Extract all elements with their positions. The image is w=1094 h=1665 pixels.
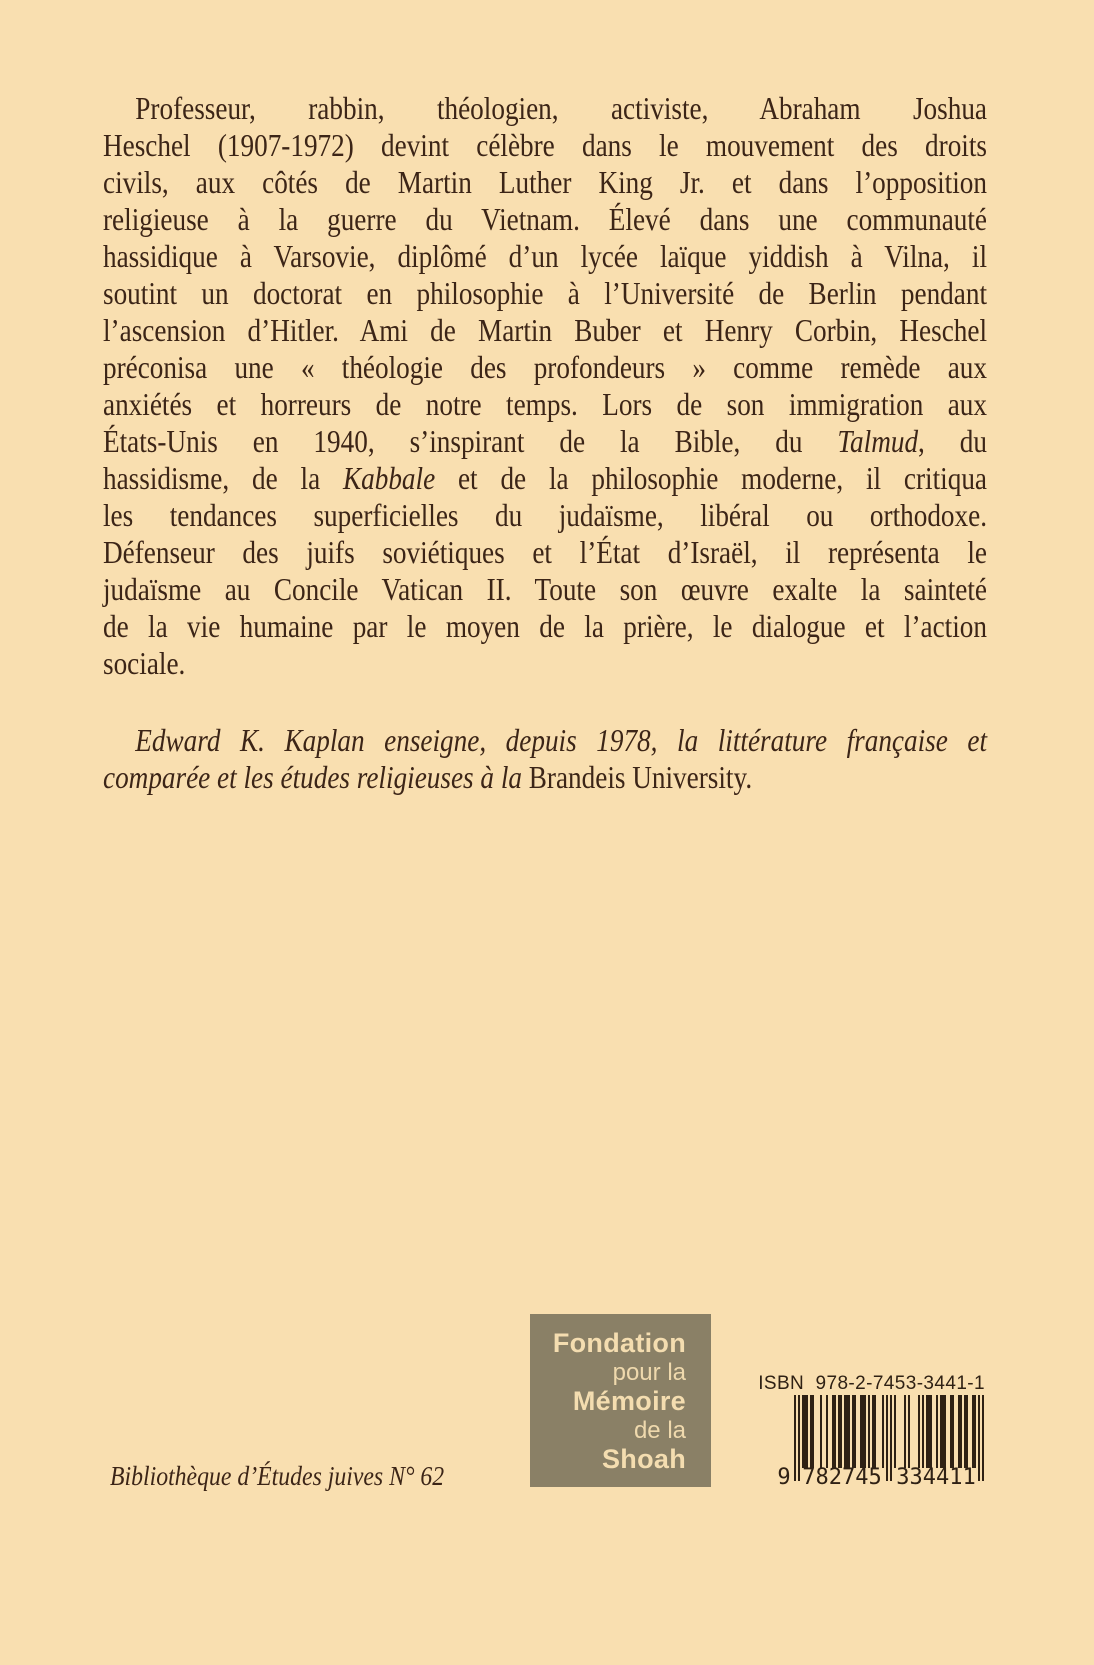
text-line: de la vie humaine par le moyen de la prière, le dialogue et l’action bbox=[103, 608, 987, 644]
text-line: anxiétés et horreurs de notre temps. Lors de son immigration aux bbox=[103, 386, 987, 422]
text-line: Professeur, rabbin, théologien, activiste, Abraham Joshua bbox=[135, 90, 988, 126]
fms-logo-line: Mémoire bbox=[572, 1386, 686, 1416]
text-line: les tendances superficielles du judaïsme, libéral ou orthodoxe. bbox=[103, 497, 987, 533]
blurb-paragraph bbox=[103, 90, 987, 682]
text-line: hassidisme, de la Kabbale et de la philosophie moderne, il critiqua bbox=[103, 460, 988, 496]
text-line: États-Unis en 1940, s’inspirant de la Bible, du Talmud, du bbox=[103, 423, 987, 459]
fms-logo-line: Shoah bbox=[601, 1444, 686, 1474]
author-note bbox=[103, 722, 987, 796]
text-line: hassidique à Varsovie, diplômé d’un lycée laïque yiddish à Vilna, il bbox=[103, 238, 987, 274]
text-line: préconisa une « théologie des profondeurs » comme remède aux bbox=[103, 349, 987, 385]
text-line: soutint un doctorat en philosophie à l’Université de Berlin pendant bbox=[103, 275, 987, 311]
collection-label: Bibliothèque d’Études juives N° 62 bbox=[110, 1461, 445, 1491]
fms-logo bbox=[530, 1314, 711, 1487]
fms-logo-line: Fondation bbox=[552, 1328, 686, 1358]
fms-logo-line: pour la bbox=[612, 1359, 686, 1386]
fms-logo-line: de la bbox=[633, 1417, 686, 1444]
barcode-digit-lead: 9 bbox=[777, 1465, 791, 1490]
barcode-digit-group-right: 334411 bbox=[896, 1465, 976, 1490]
text-line: Heschel (1907-1972) devint célèbre dans le mouvement des droits bbox=[103, 127, 987, 163]
isbn-barcode bbox=[758, 1373, 987, 1498]
text-line: Edward K. Kaplan enseigne, depuis 1978, la littérature française et bbox=[135, 722, 988, 758]
text-line: judaïsme au Concile Vatican II. Toute son œuvre exalte la sainteté bbox=[103, 571, 987, 607]
barcode-digit-group-left: 782745 bbox=[802, 1465, 882, 1490]
text-line: sociale. bbox=[103, 645, 186, 681]
text-line: l’ascension d’Hitler. Ami de Martin Buber et Henry Corbin, Heschel bbox=[103, 312, 987, 348]
text-line: comparée et les études religieuses à la Brandeis University. bbox=[103, 759, 753, 795]
isbn-label: ISBN 978-2-7453-3441-1 bbox=[758, 1373, 985, 1394]
text-line: religieuse à la guerre du Vietnam. Élevé dans une communauté bbox=[103, 201, 987, 237]
text-line: civils, aux côtés de Martin Luther King Jr. et dans l’opposition bbox=[103, 164, 987, 200]
text-line: Défenseur des juifs soviétiques et l’État d’Israël, il représenta le bbox=[103, 534, 987, 570]
fms-logo-lines bbox=[530, 1329, 686, 1474]
